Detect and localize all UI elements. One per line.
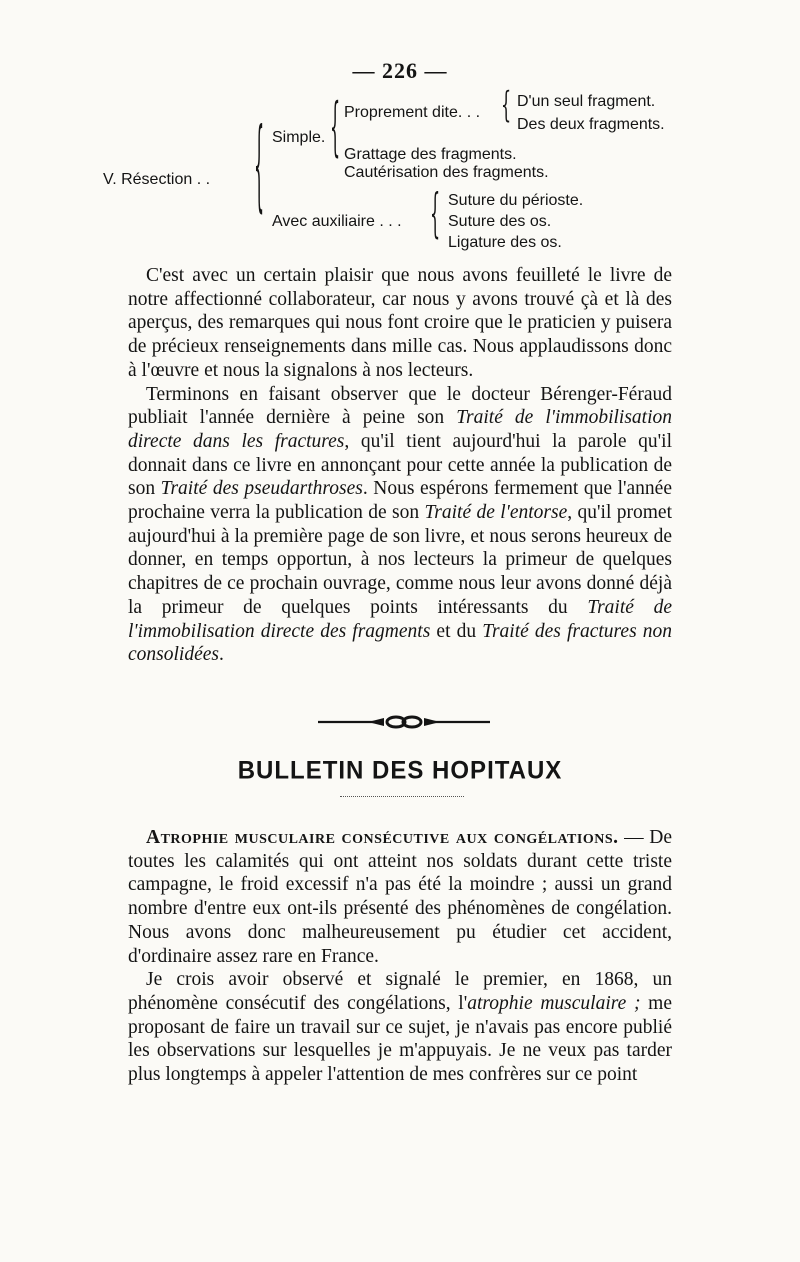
section-ornament bbox=[318, 712, 490, 732]
term-atrophie: atrophie musculaire ; bbox=[467, 992, 641, 1014]
class-simple: Simple. bbox=[272, 129, 326, 146]
p2-text-b: , qu'il tient aujourd'hui la parole qu'il donnait dans ce livre en annonçant pour cette année la publication de son bbox=[128, 430, 672, 500]
p2-text-d: , qu'il promet aujourd'hui à la première page de son livre, et nous serons heureux de donner, en temps opportun, à nos lecteurs la primeur de quelques chapitres de ce prochain ouvrage, comme nous leur avons donné déjà la primeur de quelques points intéressants du bbox=[128, 502, 672, 618]
class-suture-perioste: Suture du périoste. bbox=[448, 192, 584, 209]
review-paragraph-1: C'est avec un certain plaisir que nous avons feuilleté le livre de notre affectionné collaborateur, car nous y avons trouvé çà et là des aperçus, des remarques qui nous font croire que le praticien y puisera de précieux renseignements dans mille cas. Nous applaudissons donc à l'œuvre et nous la signalons à nos lecteurs. bbox=[128, 265, 672, 381]
title-immobilisation: Traité de l'immobilisation directe dans les fractures bbox=[128, 407, 672, 452]
article-p2-text-a: Je crois avoir observé et signalé le premier, en 1868, un phénomène consécutif des congélations, l' bbox=[128, 969, 672, 1014]
title-pseudarthroses: Traité des pseudarthroses bbox=[160, 478, 363, 500]
review-paragraph-2 bbox=[128, 383, 672, 667]
class-dun-seul: D'un seul fragment. bbox=[517, 93, 656, 110]
p2-text-f: . bbox=[218, 644, 224, 666]
brace-proprement-dite: { bbox=[501, 83, 512, 126]
review-text bbox=[128, 264, 672, 667]
page-number: — 226 — bbox=[352, 58, 448, 83]
title-rule bbox=[340, 796, 464, 797]
p2-text-e: et du bbox=[430, 620, 483, 642]
article-p2-text-b: me proposant de faire un travail sur ce sujet, je n'avais pas encore publié les observations sur lesquelles je m'appuyais. Je ne veux pas tarder plus longtemps à appeler l'attention de mes confrères sur ce point bbox=[128, 992, 673, 1086]
class-proprement-dite: Proprement dite. . . bbox=[344, 104, 481, 121]
class-cauterisation: Cautérisation des fragments. bbox=[344, 164, 549, 181]
class-des-deux: Des deux fragments. bbox=[517, 116, 665, 133]
class-ligature-os: Ligature des os. bbox=[448, 234, 562, 251]
brace-simple: { bbox=[330, 88, 341, 164]
class-avec-auxiliaire: Avec auxiliaire . . . bbox=[272, 213, 402, 230]
article-paragraph-1 bbox=[128, 826, 672, 968]
bulletin-title: BULLETIN DES HOPITAUX bbox=[237, 756, 563, 785]
article-heading: Atrophie musculaire consécutive aux congélations. bbox=[146, 827, 619, 848]
p2-text-a: Terminons en faisant observer que le docteur Bérenger-Féraud publiait l'année dernière à peine son bbox=[128, 383, 672, 429]
class-suture-os: Suture des os. bbox=[448, 213, 552, 230]
class-root: V. Résection . . bbox=[103, 171, 211, 188]
p2-text-c: . Nous espérons fermement que l'année prochaine verra la publication de son bbox=[128, 478, 672, 524]
article-p1-text: — De toutes les calamités qui ont atteint nos soldats durant cette triste campagne, le froid excessif n'a pas été la moindre ; aussi un grand nombre d'entre eux ont-ils présenté des phénomènes de congélation. Nous avons donc malheureusement pu étudier cet accident, d'ordinaire assez rare en France. bbox=[128, 827, 672, 967]
brace-root: { bbox=[254, 105, 265, 224]
title-entorse: Traité de l'entorse bbox=[424, 502, 568, 524]
title-immobilisation-fragments: Traité de l'immobilisation directe des fragments bbox=[128, 596, 672, 642]
brace-auxiliaire: { bbox=[430, 181, 441, 245]
article-paragraph-2 bbox=[128, 968, 672, 1087]
title-fractures-non-consolidees: Traité des fractures non consolidées bbox=[128, 620, 673, 666]
article-text bbox=[128, 826, 672, 1087]
class-grattage: Grattage des fragments. bbox=[344, 146, 517, 163]
